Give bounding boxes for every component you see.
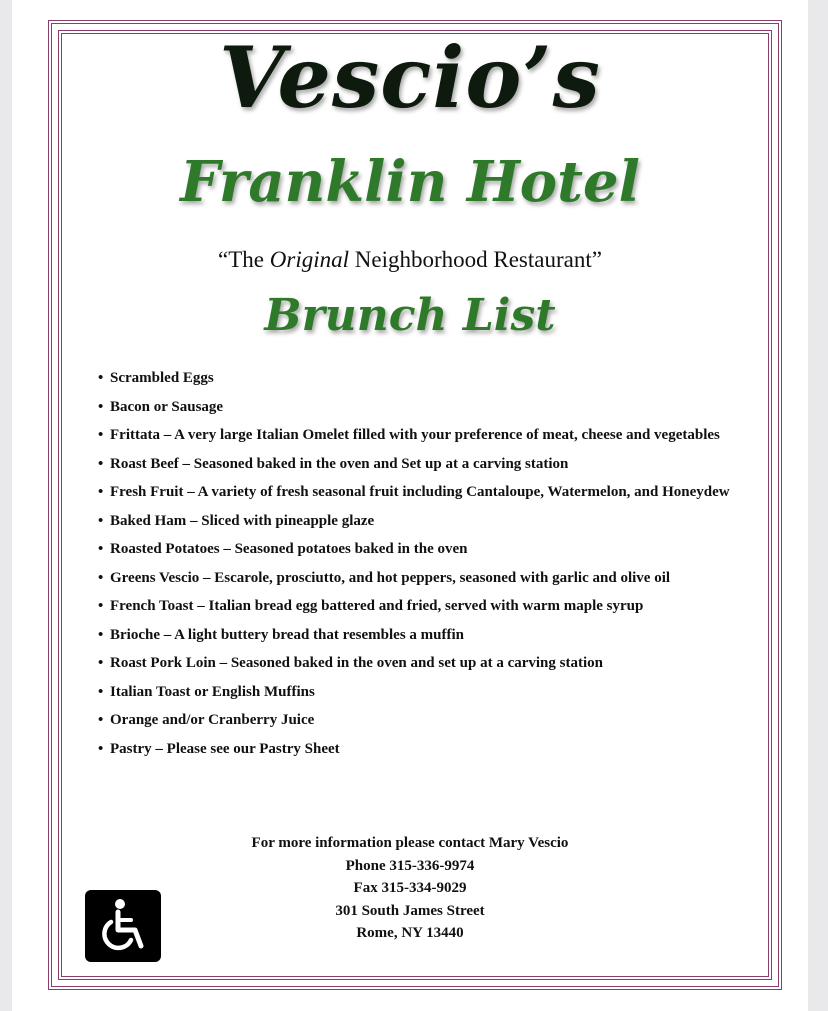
menu-item-text: Brioche – A light buttery bread that resembles a muffin: [110, 626, 465, 643]
menu-item-text: Pastry – Please see our Pastry Sheet: [110, 740, 340, 757]
contact-fax: Fax 315-334-9029: [353, 880, 467, 896]
tagline-emphasis: Original: [269, 247, 349, 272]
menu-item-text: Roast Pork Loin – Seasoned baked in the oven and set up at a carving station: [110, 655, 603, 671]
menu-item-text: Roast Beef – Seasoned baked in the oven and Set up at a carving station: [110, 455, 569, 472]
menu-item-text: Orange and/or Cranberry Juice: [110, 712, 315, 728]
tagline: [12, 244, 808, 276]
list-item: [98, 539, 748, 559]
list-item: [98, 568, 748, 588]
list-item: [98, 482, 748, 502]
bullet: •: [98, 398, 104, 415]
menu-item-text: Fresh Fruit – A variety of fresh seasonal fruit including Cantaloupe, Watermelon, and Honeydew: [110, 484, 730, 500]
bullet: •: [98, 370, 104, 386]
menu-item-text: Frittata – A very large Italian Omelet filled with your preference of meat, cheese and vegetables: [110, 427, 720, 443]
menu-item-text: Italian Toast or English Muffins: [110, 683, 315, 700]
list-title: Brunch List: [264, 290, 556, 341]
bullet: •: [98, 484, 104, 500]
list-item: [98, 397, 748, 417]
menu-item-text: Baked Ham – Sliced with pineapple glaze: [110, 512, 375, 529]
list-item: [98, 368, 748, 388]
bullet: •: [98, 455, 104, 472]
bullet: •: [98, 541, 104, 557]
list-item: [98, 511, 748, 531]
list-item: [98, 596, 748, 616]
tagline-open: “The: [218, 247, 270, 272]
contact-phone: Phone 315-336-9974: [345, 857, 475, 874]
bullet: •: [98, 598, 104, 614]
bullet: •: [98, 626, 104, 643]
bullet: •: [98, 712, 104, 728]
menu-item-text: Scrambled Eggs: [110, 370, 214, 386]
bullet: •: [98, 740, 104, 757]
restaurant-name: Vescio’s: [219, 28, 601, 127]
menu-item-text: Roasted Potatoes – Seasoned potatoes baked in the oven: [110, 541, 468, 557]
list-item: [98, 454, 748, 474]
contact-street: 301 South James Street: [335, 902, 485, 919]
contact-city: Rome, NY 13440: [356, 925, 464, 941]
list-item: [98, 625, 748, 645]
menu-item-text: Greens Vescio – Escarole, prosciutto, and hot peppers, seasoned with garlic and olive oil: [110, 569, 671, 586]
menu-item-text: French Toast – Italian bread egg battered and fried, served with warm maple syrup: [110, 598, 644, 614]
bullet: •: [98, 569, 104, 586]
list-item: [98, 653, 748, 673]
restaurant-subname: Franklin Hotel: [180, 149, 640, 215]
bullet: •: [98, 655, 104, 671]
bullet: •: [98, 512, 104, 529]
list-item: [98, 682, 748, 702]
menu-page: [12, 0, 808, 1011]
brunch-menu-list: [98, 368, 748, 767]
wheelchair-accessible-icon: [85, 890, 161, 962]
list-item: [98, 425, 748, 445]
contact-line: For more information please contact Mary Vescio: [251, 835, 569, 851]
menu-item-text: Bacon or Sausage: [110, 398, 224, 415]
bullet: •: [98, 427, 104, 443]
list-item: [98, 710, 748, 730]
tagline-close: Neighborhood Restaurant”: [349, 247, 602, 272]
list-item: [98, 739, 748, 759]
bullet: •: [98, 683, 104, 700]
